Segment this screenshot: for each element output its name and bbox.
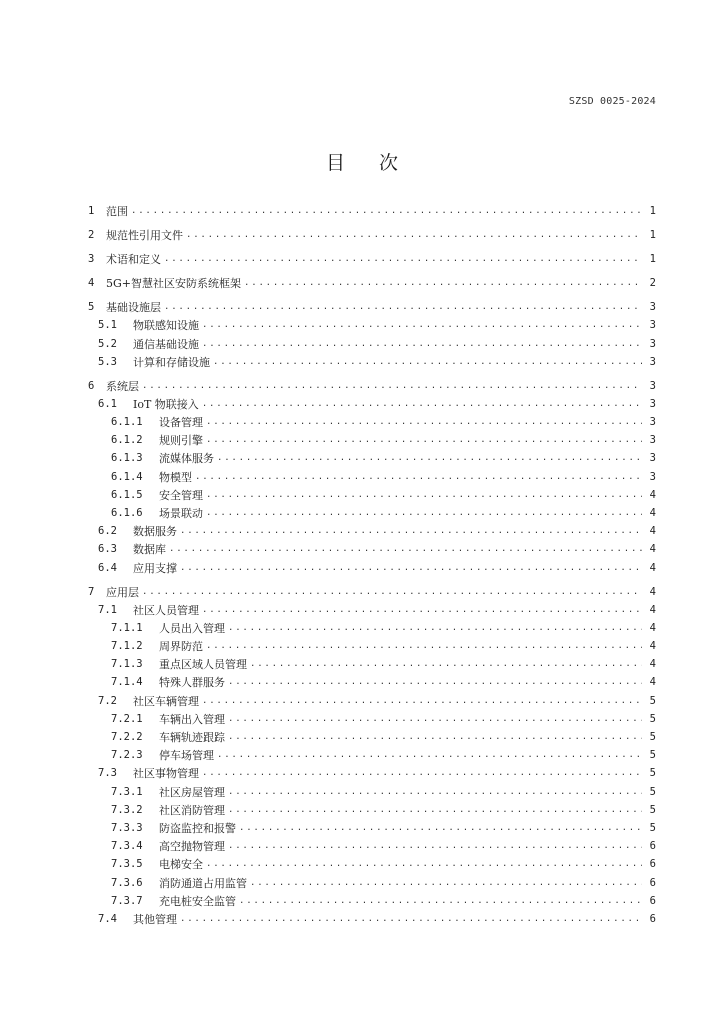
toc-dot-leader xyxy=(228,731,642,744)
toc-entry-number: 7.1.1 xyxy=(111,621,143,634)
toc-entry[interactable] xyxy=(88,351,656,369)
toc-dot-leader xyxy=(217,749,642,762)
toc-entry-page: 1 xyxy=(649,229,656,242)
toc-entry-number: 5.2 xyxy=(98,337,117,350)
toc-entry-title: 社区车辆管理 xyxy=(133,694,199,708)
toc-entry-number: 6.1.4 xyxy=(111,470,143,483)
toc-entry[interactable] xyxy=(88,871,656,889)
toc-dot-leader xyxy=(228,713,642,726)
toc-entry-page: 6 xyxy=(649,894,656,907)
toc-dot-leader xyxy=(195,471,642,484)
toc-entry-title: 电梯安全 xyxy=(159,858,203,872)
toc-entry-page: 5 xyxy=(649,731,656,744)
toc-dot-leader xyxy=(142,380,642,393)
toc-dot-leader xyxy=(142,586,642,599)
toc-dot-leader xyxy=(202,398,642,411)
toc-entry-title: 防盗监控和报警 xyxy=(159,821,236,835)
toc-dot-leader xyxy=(228,786,642,799)
toc-entry[interactable] xyxy=(88,799,656,817)
toc-entry[interactable] xyxy=(88,580,656,598)
toc-entry-title: 系统层 xyxy=(106,379,139,393)
toc-entry-title: 术语和定义 xyxy=(106,253,161,267)
toc-entry-number: 5.1 xyxy=(98,319,117,332)
toc-dot-leader xyxy=(180,562,642,575)
toc-entry-number: 1 xyxy=(88,205,95,218)
toc-entry-title: 社区人员管理 xyxy=(133,603,199,617)
toc-entry-page: 3 xyxy=(649,337,656,350)
toc-entry-number: 5.3 xyxy=(98,355,117,368)
toc-entry-number: 6.1.5 xyxy=(111,488,143,501)
toc-entry-number: 6.3 xyxy=(98,543,117,556)
toc-entry-page: 3 xyxy=(649,301,656,314)
toc-entry-page: 3 xyxy=(649,379,656,392)
toc-dot-leader xyxy=(244,277,642,290)
toc-entry-number: 7.2 xyxy=(98,694,117,707)
toc-entry[interactable] xyxy=(88,835,656,853)
toc-entry[interactable] xyxy=(88,374,656,392)
toc-entry-title: 消防通道占用监管 xyxy=(159,876,247,890)
toc-entry-number: 3 xyxy=(88,253,95,266)
toc-entry-page: 4 xyxy=(649,640,656,653)
toc-entry[interactable] xyxy=(88,744,656,762)
toc-entry-number: 7.3 xyxy=(98,767,117,780)
toc-entry-title: IoT 物联接入 xyxy=(133,397,199,411)
toc-entry-title: 高空抛物管理 xyxy=(159,840,225,854)
toc-dot-leader xyxy=(206,858,642,871)
toc-dot-leader xyxy=(164,253,642,266)
toc-entry[interactable] xyxy=(88,617,656,635)
toc-dot-leader xyxy=(180,913,642,926)
toc-entry-page: 5 xyxy=(649,785,656,798)
toc-entry-title: 社区房屋管理 xyxy=(159,785,225,799)
toc-entry-page: 4 xyxy=(649,676,656,689)
toc-entry-page: 5 xyxy=(649,803,656,816)
table-of-contents xyxy=(88,200,656,926)
toc-entry-number: 7.4 xyxy=(98,912,117,925)
toc-entry-number: 6.1.1 xyxy=(111,416,143,429)
toc-entry-title: 车辆出入管理 xyxy=(159,712,225,726)
toc-entry-number: 7.1.3 xyxy=(111,658,143,671)
toc-entry[interactable] xyxy=(88,635,656,653)
toc-entry-page: 4 xyxy=(649,585,656,598)
toc-entry-page: 4 xyxy=(649,488,656,501)
toc-entry-title: 停车场管理 xyxy=(159,749,214,763)
toc-entry-page: 5 xyxy=(649,821,656,834)
toc-entry-title: 数据库 xyxy=(133,543,166,557)
toc-entry[interactable] xyxy=(88,599,656,617)
toc-entry-number: 6.1.6 xyxy=(111,506,143,519)
toc-entry-page: 3 xyxy=(649,319,656,332)
toc-entry-page: 5 xyxy=(649,767,656,780)
toc-entry-number: 7 xyxy=(88,585,95,598)
toc-entry-number: 7.2.1 xyxy=(111,712,143,725)
toc-entry-title: 范围 xyxy=(106,205,128,219)
toc-entry[interactable] xyxy=(88,890,656,908)
toc-entry-title: 基础设施层 xyxy=(106,301,161,315)
toc-entry-page: 5 xyxy=(649,694,656,707)
toc-entry[interactable] xyxy=(88,314,656,332)
toc-entry[interactable] xyxy=(88,332,656,350)
toc-entry-title: 设备管理 xyxy=(159,416,203,430)
toc-entry-title: 充电桩安全监管 xyxy=(159,894,236,908)
toc-dot-leader xyxy=(131,205,642,218)
toc-dot-leader xyxy=(206,640,642,653)
toc-entry-number: 6.2 xyxy=(98,525,117,538)
toc-entry[interactable] xyxy=(88,556,656,574)
toc-dot-leader xyxy=(202,695,642,708)
toc-entry-number: 6.1.2 xyxy=(111,434,143,447)
toc-entry-page: 5 xyxy=(649,749,656,762)
toc-entry-page: 4 xyxy=(649,603,656,616)
toc-entry[interactable] xyxy=(88,465,656,483)
toc-entry-page: 3 xyxy=(649,452,656,465)
toc-dot-leader xyxy=(250,658,642,671)
toc-entry-page: 5 xyxy=(649,712,656,725)
toc-entry-number: 7.3.7 xyxy=(111,894,143,907)
toc-entry-title: 计算和存储设施 xyxy=(133,355,210,369)
toc-entry[interactable] xyxy=(88,200,656,218)
toc-entry-page: 4 xyxy=(649,543,656,556)
toc-entry[interactable] xyxy=(88,726,656,744)
toc-dot-leader xyxy=(206,434,642,447)
toc-entry-title: 社区事物管理 xyxy=(133,767,199,781)
toc-entry[interactable] xyxy=(88,429,656,447)
toc-entry-number: 7.3.3 xyxy=(111,821,143,834)
toc-entry-page: 6 xyxy=(649,840,656,853)
toc-dot-leader xyxy=(206,416,642,429)
toc-dot-leader xyxy=(186,229,642,242)
toc-dot-leader xyxy=(169,543,642,556)
toc-entry-title: 5G+智慧社区安防系统框架 xyxy=(106,277,242,291)
toc-dot-leader xyxy=(202,604,642,617)
toc-entry-title: 通信基础设施 xyxy=(133,337,199,351)
toc-dot-leader xyxy=(213,356,642,369)
toc-entry-number: 7.3.1 xyxy=(111,785,143,798)
toc-entry[interactable] xyxy=(88,411,656,429)
toc-entry[interactable] xyxy=(88,538,656,556)
toc-dot-leader xyxy=(202,319,642,332)
toc-entry[interactable] xyxy=(88,393,656,411)
toc-entry-title: 车辆轨迹跟踪 xyxy=(159,731,225,745)
toc-entry-number: 6 xyxy=(88,379,95,392)
toc-dot-leader xyxy=(228,676,642,689)
toc-entry[interactable] xyxy=(88,817,656,835)
toc-entry-page: 4 xyxy=(649,621,656,634)
toc-dot-leader xyxy=(239,822,642,835)
toc-entry-page: 1 xyxy=(649,253,656,266)
toc-entry-title: 物模型 xyxy=(159,470,192,484)
toc-entry-number: 7.1 xyxy=(98,603,117,616)
toc-entry-title: 应用支撑 xyxy=(133,561,177,575)
toc-entry[interactable] xyxy=(88,520,656,538)
toc-entry-title: 数据服务 xyxy=(133,525,177,539)
toc-entry[interactable] xyxy=(88,780,656,798)
toc-entry[interactable] xyxy=(88,248,656,266)
toc-entry-title: 社区消防管理 xyxy=(159,803,225,817)
toc-entry-page: 3 xyxy=(649,397,656,410)
toc-entry-title: 人员出入管理 xyxy=(159,621,225,635)
toc-entry-title: 重点区域人员管理 xyxy=(159,658,247,672)
toc-entry-title: 安全管理 xyxy=(159,488,203,502)
toc-entry-number: 6.1.3 xyxy=(111,452,143,465)
toc-entry-page: 4 xyxy=(649,561,656,574)
toc-entry-title: 周界防范 xyxy=(159,640,203,654)
toc-dot-leader xyxy=(202,767,642,780)
toc-entry-number: 7.1.2 xyxy=(111,640,143,653)
document-code: SZSD 0025-2024 xyxy=(568,96,656,107)
toc-entry-number: 2 xyxy=(88,229,95,242)
toc-entry-number: 7.2.3 xyxy=(111,749,143,762)
toc-entry-title: 规则引擎 xyxy=(159,434,203,448)
toc-entry-number: 7.3.5 xyxy=(111,858,143,871)
toc-entry-number: 7.3.2 xyxy=(111,803,143,816)
toc-entry[interactable] xyxy=(88,653,656,671)
toc-entry[interactable] xyxy=(88,689,656,707)
toc-entry[interactable] xyxy=(88,296,656,314)
toc-dot-leader xyxy=(206,507,642,520)
toc-entry-title: 规范性引用文件 xyxy=(106,229,183,243)
toc-entry-title: 流媒体服务 xyxy=(159,452,214,466)
toc-entry-number: 4 xyxy=(88,277,95,290)
toc-entry[interactable] xyxy=(88,484,656,502)
toc-dot-leader xyxy=(206,489,642,502)
toc-dot-leader xyxy=(228,840,642,853)
toc-entry-number: 6.4 xyxy=(98,561,117,574)
toc-entry[interactable] xyxy=(88,671,656,689)
toc-entry-page: 6 xyxy=(649,912,656,925)
toc-entry-title: 其他管理 xyxy=(133,912,177,926)
toc-entry-page: 6 xyxy=(649,876,656,889)
toc-entry-page: 3 xyxy=(649,434,656,447)
toc-dot-leader xyxy=(228,622,642,635)
toc-entry-title: 物联感知设施 xyxy=(133,319,199,333)
toc-entry-page: 3 xyxy=(649,470,656,483)
toc-entry-number: 7.3.6 xyxy=(111,876,143,889)
toc-entry-page: 2 xyxy=(649,277,656,290)
toc-entry-title: 场景联动 xyxy=(159,506,203,520)
toc-dot-leader xyxy=(217,452,642,465)
toc-entry[interactable] xyxy=(88,908,656,926)
toc-entry-number: 5 xyxy=(88,301,95,314)
toc-dot-leader xyxy=(228,804,642,817)
toc-entry-title: 应用层 xyxy=(106,585,139,599)
toc-entry-page: 4 xyxy=(649,525,656,538)
toc-entry-page: 3 xyxy=(649,355,656,368)
toc-dot-leader xyxy=(180,525,642,538)
toc-dot-leader xyxy=(250,877,642,890)
toc-entry-page: 4 xyxy=(649,506,656,519)
toc-entry-number: 7.3.4 xyxy=(111,840,143,853)
toc-entry[interactable] xyxy=(88,762,656,780)
toc-entry[interactable] xyxy=(88,447,656,465)
toc-dot-leader xyxy=(202,338,642,351)
toc-entry[interactable] xyxy=(88,272,656,290)
toc-entry[interactable] xyxy=(88,502,656,520)
toc-entry-page: 3 xyxy=(649,416,656,429)
toc-entry-number: 7.1.4 xyxy=(111,676,143,689)
toc-entry-title: 特殊人群服务 xyxy=(159,676,225,690)
toc-entry-number: 7.2.2 xyxy=(111,731,143,744)
toc-dot-leader xyxy=(239,895,642,908)
toc-entry[interactable] xyxy=(88,853,656,871)
page-title: 目次 xyxy=(325,152,432,174)
toc-entry[interactable] xyxy=(88,224,656,242)
toc-entry-page: 4 xyxy=(649,658,656,671)
toc-entry[interactable] xyxy=(88,708,656,726)
toc-dot-leader xyxy=(164,301,642,314)
toc-entry-number: 6.1 xyxy=(98,397,117,410)
toc-entry-page: 1 xyxy=(649,205,656,218)
toc-entry-page: 6 xyxy=(649,858,656,871)
